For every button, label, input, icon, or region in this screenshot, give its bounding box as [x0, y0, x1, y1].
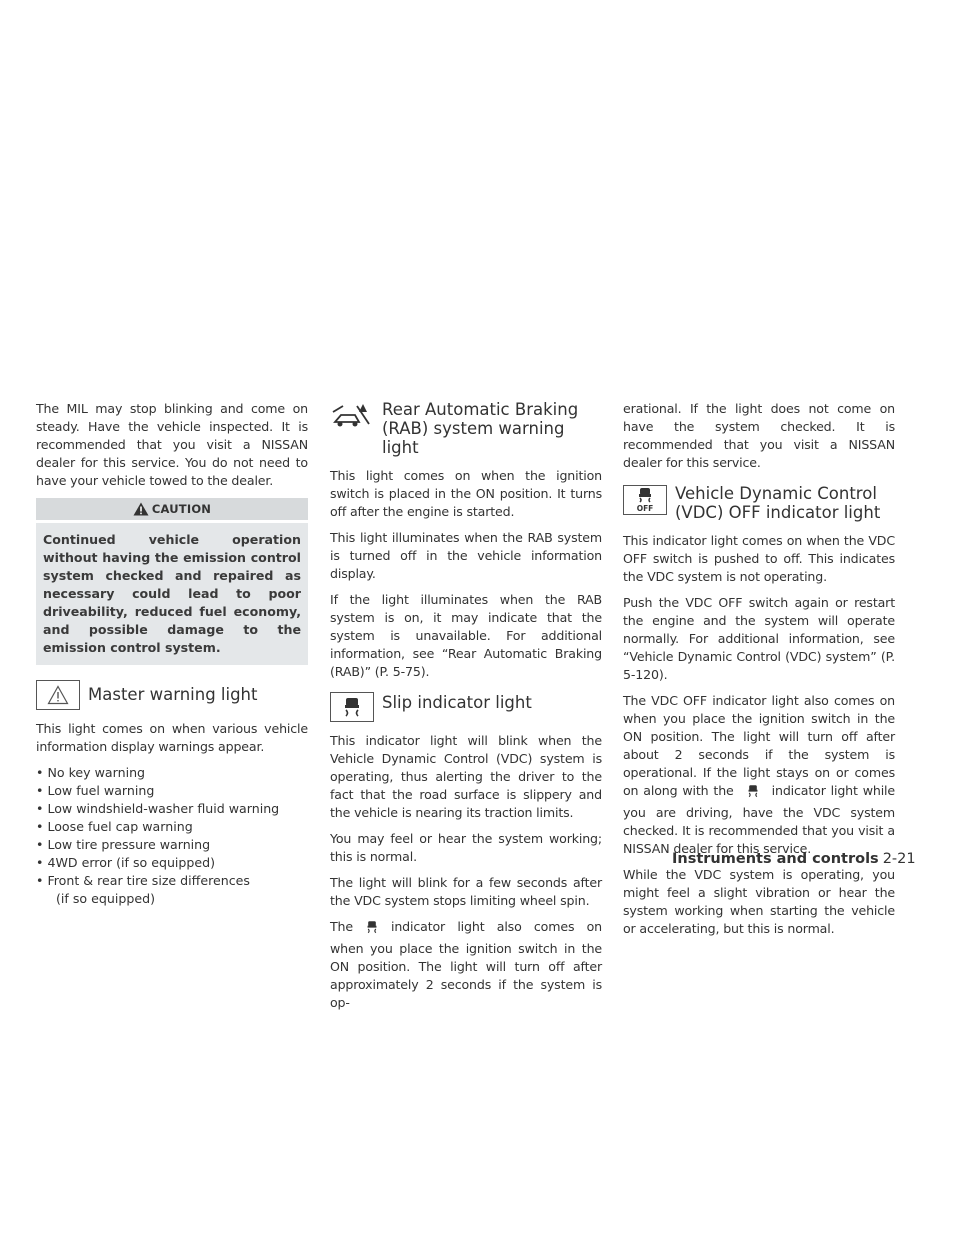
- rab-heading: [330, 400, 602, 457]
- slip-paragraph-4: The indicator light also comes on when you place the ignition switch in the ON position. The light will turn off after approximately 2 seconds if the system is op-: [330, 919, 602, 1010]
- rab-warning-icon: [330, 401, 374, 431]
- rab-title: Rear Automatic Braking (RAB) system warning light: [382, 400, 579, 457]
- page-footer: [672, 851, 916, 867]
- list-item: • Low windshield-washer fluid warning: [36, 800, 308, 818]
- master-warning-title: Master warning light: [88, 685, 258, 704]
- rab-paragraph-1: This light comes on when the ignition switch is placed in the ON position. It turns off after the engine is started.: [330, 468, 602, 519]
- vdc-paragraph-1: This indicator light comes on when the VDC OFF switch is pushed to off. This indicates the VDC system is not operating.: [623, 533, 895, 584]
- slip-paragraph-3: The light will blink for a few seconds after the VDC system stops limiting wheel spin.: [330, 875, 602, 908]
- caution-label: CAUTION: [151, 502, 212, 516]
- warning-list: [36, 764, 308, 908]
- list-item: • No key warning: [36, 764, 308, 782]
- master-warning-paragraph: This light comes on when various vehicle information display warnings appear.: [36, 721, 308, 754]
- slip-inline-icon: [365, 919, 379, 940]
- vdc-heading: [623, 484, 895, 522]
- vdc-off-icon: [623, 485, 667, 515]
- list-item-sub: (if so equipped): [56, 891, 155, 906]
- page-number: 2-21: [882, 851, 916, 867]
- vdc-paragraph-4: While the VDC system is operating, you might feel a slight vibration or hear the system working when starting the vehicle or accelerating, but this is normal.: [623, 867, 895, 936]
- caution-header: [36, 498, 308, 520]
- list-item: • Loose fuel cap warning: [36, 818, 308, 836]
- vdc-title: Vehicle Dynamic Control (VDC) OFF indicator light: [675, 484, 881, 522]
- vdc-paragraph-2: Push the VDC OFF switch again or restart the engine and the system will operate normally. For additional information, see “Vehicle Dynamic Control (VDC) system” (P. 5-120).: [623, 595, 895, 682]
- master-warning-heading: [36, 679, 308, 710]
- slip-paragraph-1: This indicator light will blink when the Vehicle Dynamic Control (VDC) system is operating, thus alerting the driver to the fact that the road surface is slippery and the vehicle is nearing its traction limits.: [330, 733, 602, 820]
- slip-heading: [330, 691, 602, 722]
- svg-text:OFF: OFF: [636, 504, 654, 513]
- slip-title: Slip indicator light: [382, 693, 532, 712]
- list-item: • Front & rear tire size differences (if so equipped): [36, 872, 308, 908]
- slip-inline-icon: [746, 783, 760, 804]
- rab-paragraph-3: If the light illuminates when the RAB system is on, it may indicate that the system is unavailable. For additional information, see “Rear Automatic Braking (RAB)” (P. 5-75).: [330, 592, 602, 679]
- list-item: • 4WD error (if so equipped): [36, 854, 308, 872]
- caution-text: Continued vehicle operation without having the emission control system checked and repaired as necessary could lead to poor driveability, reduced fuel economy, and possible damage to the emission control system.: [36, 523, 308, 665]
- slip-paragraph-2: You may feel or hear the system working; this is normal.: [330, 831, 602, 864]
- continued-paragraph: erational. If the light does not come on have the system checked. It is recommended that you visit a NISSAN dealer for this service.: [623, 401, 895, 470]
- footer-section: Instruments and controls: [672, 851, 879, 867]
- vdc-paragraph-3: The VDC OFF indicator light also comes on when you place the ignition switch in the ON position. The light will turn off after about 2 seconds if the system is operational. If the light stays on or comes on along with the indicator light while you are driving, have the VDC system checked. It is recommended that you visit a NISSAN dealer for this service.: [623, 693, 896, 856]
- column-2: [330, 400, 602, 1020]
- list-item: • Low fuel warning: [36, 782, 308, 800]
- list-item: • Low tire pressure warning: [36, 836, 308, 854]
- warning-triangle-icon: [133, 502, 149, 516]
- mil-paragraph: The MIL may stop blinking and come on steady. Have the vehicle inspected. It is recommended that you visit a NISSAN dealer for this service. You do not need to have your vehicle towed to the dealer.: [36, 401, 308, 488]
- rab-paragraph-2: This light illuminates when the RAB system is turned off in the vehicle information display.: [330, 530, 602, 581]
- column-1: [36, 400, 308, 908]
- master-warning-icon: [36, 680, 80, 710]
- slip-indicator-icon: [330, 692, 374, 722]
- caution-box: [36, 498, 308, 665]
